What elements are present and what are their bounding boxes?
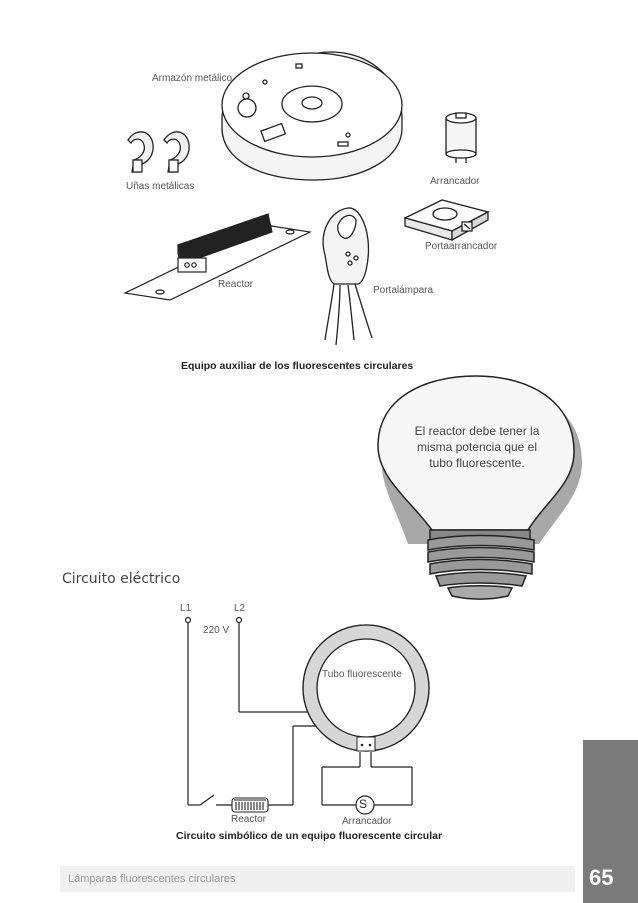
label-arrancador: Arrancador: [430, 176, 480, 187]
label-portaarrancador: Portaarrancador: [425, 241, 498, 252]
section-title: Circuito eléctrico: [62, 571, 181, 587]
label-circuit-reactor: Reactor: [231, 814, 267, 825]
label-voltage: 220 V: [203, 625, 230, 636]
label-portalampara: Portalámpara: [373, 285, 434, 296]
page-number-tab: [583, 740, 638, 903]
label-armazon: Armazón metálico: [152, 73, 233, 84]
footer-text: Lámparas fluorescentes circulares: [68, 873, 236, 885]
footer-bar: [60, 866, 575, 892]
label-reactor: Reactor: [218, 279, 254, 290]
page-number: 65: [589, 865, 614, 890]
label-l2: L2: [234, 603, 246, 614]
label-circuit-arrancador: Arrancador: [342, 816, 392, 827]
equipment-caption: Equipo auxiliar de los fluorescentes circulares: [181, 360, 414, 372]
label-l1: L1: [180, 603, 192, 614]
starter-symbol-letter: S: [359, 797, 368, 811]
circuit-caption: Circuito simbólico de un equipo fluorescente circular: [176, 830, 443, 842]
reactor-coil-symbol: [232, 798, 268, 812]
fluorescent-ring: [303, 625, 429, 751]
label-unas: Uñas metálicas: [126, 181, 195, 192]
label-tube: Tubo fluorescente: [322, 669, 402, 680]
bulb-note: El reactor debe tener la misma potencia que el tubo fluorescente.: [414, 424, 540, 470]
